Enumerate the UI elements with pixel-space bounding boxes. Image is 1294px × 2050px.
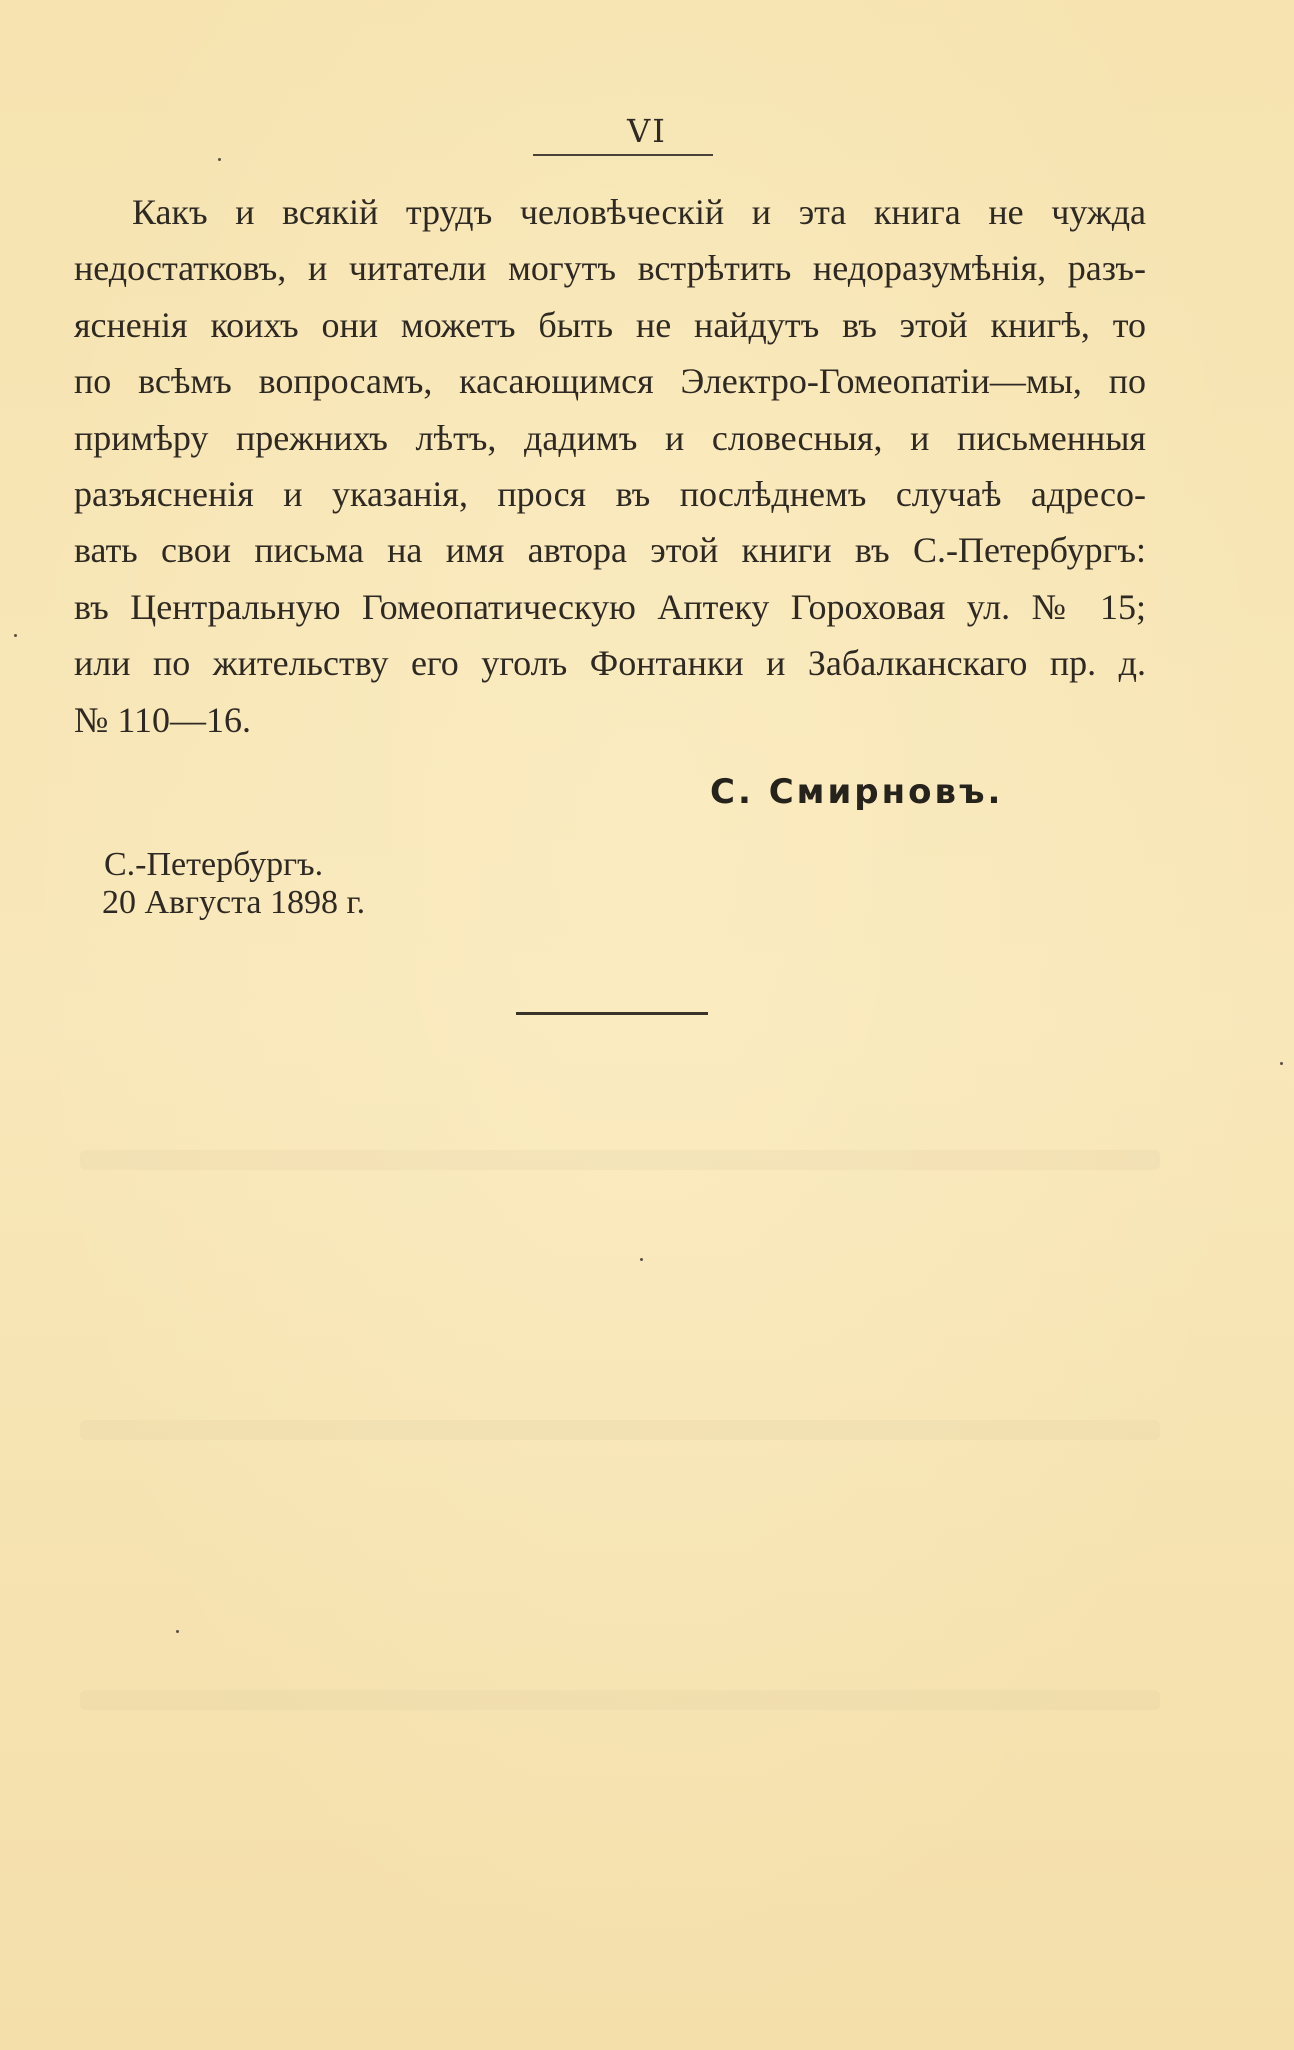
bleed-through-shade [80, 1690, 1160, 1710]
bleed-through-shade [80, 1150, 1160, 1170]
paper-speck [176, 1630, 179, 1633]
paper-speck [14, 634, 17, 637]
paragraph-line: примѣру прежнихъ лѣтъ, дадимъ и словесныя, и письменныя [74, 417, 1146, 458]
author-signature: С. Смирновъ. [710, 772, 1004, 812]
page-number: VI [627, 112, 667, 150]
paragraph-line: № 110—16. [74, 699, 252, 740]
paragraph-line: ясненія коихъ они можетъ быть не найдутъ въ этой книгѣ, то [74, 304, 1146, 345]
place-and-date [104, 846, 365, 922]
header-rule [533, 154, 713, 156]
paragraph-line: по всѣмъ вопросамъ, касающимся Электро-Гомеопатіи—мы, по [74, 361, 1146, 402]
paragraph-line: недостатковъ, и читатели могутъ встрѣтить недоразумѣнія, разъ- [74, 248, 1146, 289]
paper-speck [1280, 1062, 1283, 1065]
paragraph-line: или по жительству его уголъ Фонтанки и Забалканскаго пр. д. [74, 643, 1146, 684]
paper-speck [640, 1258, 643, 1261]
place-line: С.-Петербургъ. [104, 846, 324, 883]
paper-speck [218, 158, 221, 161]
paragraph-line: Какъ и всякій трудъ человѣческій и эта книга не чужда [132, 192, 1146, 232]
paragraph-line: разъясненія и указанія, прося въ послѣднемъ случаѣ адресо- [74, 474, 1146, 515]
date-line: 20 Августа 1898 г. [102, 884, 366, 921]
body-paragraph [74, 184, 1146, 748]
bleed-through-shade [80, 1420, 1160, 1440]
closing-rule [516, 1012, 708, 1015]
paragraph-line: въ Центральную Гомеопатическую Аптеку Гороховая ул. № 15; [74, 586, 1146, 627]
paragraph-line: вать свои письма на имя автора этой книги въ С.-Петербургъ: [74, 530, 1146, 571]
